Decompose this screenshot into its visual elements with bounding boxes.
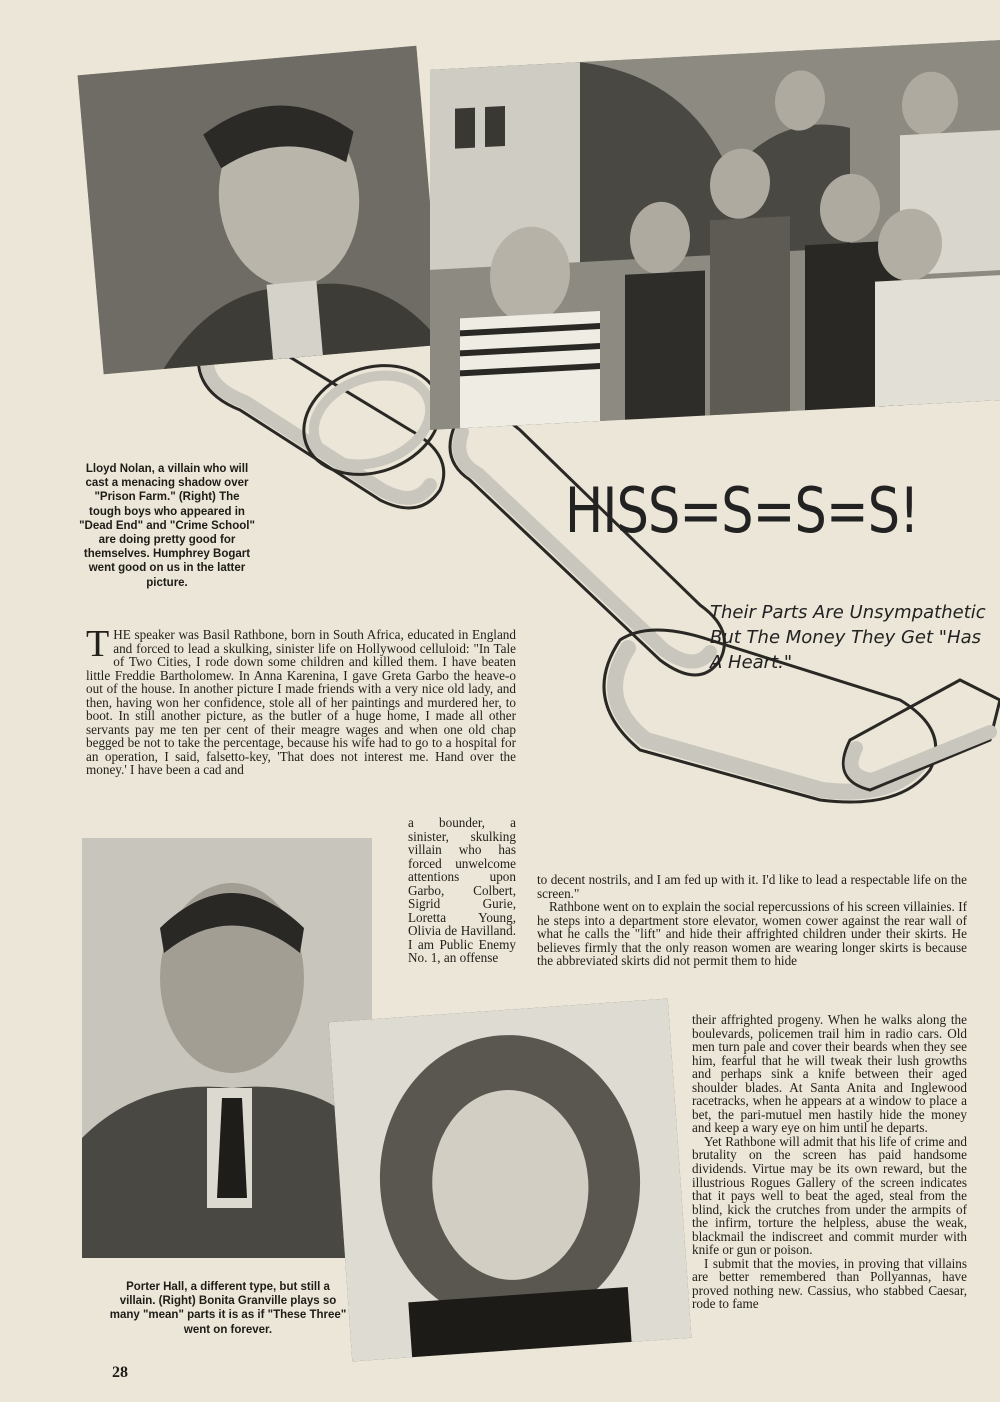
headline-subtitle: Their Parts Are Unsympathetic But The Money They Get "Has A Heart." [710,602,986,673]
page-number: 28 [112,1364,128,1381]
article-col3-p2: Yet Rathbone will admit that his life of crime and brutality on the screen has paid handsome dividends. Virtue may be its own reward, but the illustrious Rogues Gallery of the screen indicates that it pays well to beat the aged, steal from the blind, kick the crutches from under the armpits of the infirm, torture the helpless, abuse the weak, blackmail the indiscreet and commit murder with knife or gun or poison. [692,1133,967,1258]
article-col1-narrow [408,816,516,965]
article-col3 [692,1013,967,1311]
article-col2-p2: Rathbone went on to explain the social repercussions of his screen villainies. If he steps into a department store elevator, women cower against the rear wall of what he calls the "lift" and hide their affrighted children under their skirts. He believes firmly that the only reason women are wearing longer skirts is because the abbreviated skirts did not permit them to hide [537,899,967,969]
article-col1-main [86,623,516,778]
headline-title: HISS=S=S=S! [565,474,919,547]
article-col2-p1: to decent nostrils, and I am fed up with it. I'd like to lead a respectable life on the screen." [537,872,967,901]
nolan-caption: Lloyd Nolan, a villain who will cast a menacing shadow over "Prison Farm." (Right) The tough boys who appeared in "Dead End" and "Crime School" are doing pretty good for themselves. Humphrey Bogart went good on us in the latter picture. [79,463,255,589]
bonita-granville-photo [329,999,692,1362]
hall-caption: Porter Hall, a different type, but still a villain. (Right) Bonita Granville plays so many "mean" parts it is as if "These Three" went on forever. [109,1281,347,1336]
article-col3-p1: their affrighted progeny. When he walks along the boulevards, policemen trail him in radio cars. Old men turn pale and cover their beards when they see him, fearful that he will tweak their lush growths and perhaps sink a knife between their aged shoulder blades. At Santa Anita and Inglewood racetracks, when he appears at a window to place a bet, the pari-mutuel men hastily hide the money and keep a wary eye on him until he departs. [692,1012,967,1136]
article-col3-p3: I submit that the movies, in proving that villains are better remembered than Pollyannas, have proved nothing new. Cassius, who stabbed Caesar, rode to fame [692,1255,967,1312]
article-col1-narrow-text: a bounder, a sinister, skulking villain who has forced unwelcome attentions upon Garbo, Colbert, Sigrid Gurie, Loretta Young, Olivia de Havilland. I am Public Enemy No. 1, an offense [408,815,516,966]
lloyd-nolan-photo [78,46,443,374]
drop-cap: T [86,623,110,665]
article-col1-main-text: HE speaker was Basil Rathbone, born in South Africa, educated in England and forced to lead a skulking, sinister life on Hollywood celluloid: "In Tale of Two Cities, I rode down some children and killed them. I have beaten little Freddie Bartholomew. In Anna Karenina, I gave Greta Garbo the heave-o out of the house. In another picture I made friends with a very nice old lady, and then, having won her confidence, stole all of her paintings and murdered her, to boot. In still another picture, as the butler of a huge home, I made all other servants pay me ten per cent of their meagre wages and when one old chap begged be not to take the percentage, because his wife had to go to a hospital for an operation, I said, falsetto-key, 'That does not interest me. Hand over the money.' I have been a cad and [86,627,516,778]
porter-hall-photo [82,838,372,1258]
article-col2 [537,873,967,968]
dead-end-boys-photo [430,40,1000,430]
